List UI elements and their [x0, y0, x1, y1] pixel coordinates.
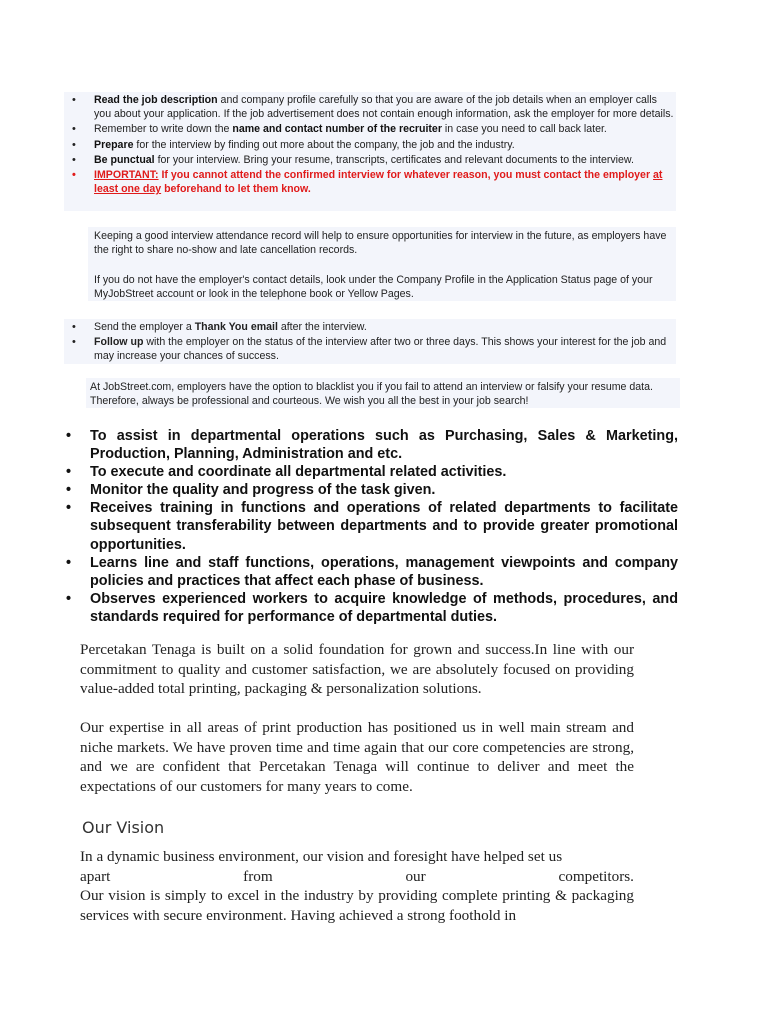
jobstreet-note: At JobStreet.com, employers have the option to blacklist you if you fail to attend an interview or falsify your resume data. Therefore, always be professional and courteous. We wish you all the best in your job search!: [90, 381, 653, 408]
vision-paragraph: Our vision is simply to excel in the industry by providing complete printing & packaging services with secure environment. Having achieved a strong foothold in: [80, 887, 634, 924]
duty-item: • To execute and coordinate all departmental related activities.: [62, 463, 678, 481]
duty-item: • Monitor the quality and progress of the task given.: [62, 481, 678, 499]
important-tip: • IMPORTANT: If you cannot attend the confirmed interview for whatever reason, you must contact the employer at least one day beforehand to let them know.: [68, 168, 676, 196]
tip-item: • Read the job description and company profile carefully so that you are aware of the job details when an employer calls you about your application. If the job advertisement does not contain enough information, ask the employer for more details.: [68, 93, 676, 121]
tip-item: • Remember to write down the name and contact number of the recruiter in case you need to call back later.: [68, 122, 676, 136]
duties-list: [62, 427, 678, 626]
duty-item: • Receives training in functions and operations of related departments to facilitate subsequent transferability between departments and to provide greater promotional opportunities.: [62, 499, 678, 553]
tip-item: • Be punctual for your interview. Bring your resume, transcripts, certificates and relevant documents to the interview.: [68, 153, 676, 167]
follow-up-list: [68, 320, 676, 365]
duty-item: • To assist in departmental operations such as Purchasing, Sales & Marketing, Production, Planning, Administration and etc.: [62, 427, 678, 463]
contact-details-note: If you do not have the employer's contact details, look under the Company Profile in the Application Status page of your MyJobStreet account or look in the telephone book or Yellow Pages.: [94, 274, 653, 301]
vision-line: In a dynamic business environment, our vision and foresight have helped set us: [80, 848, 563, 865]
interview-tips-list: [68, 93, 676, 197]
vision-spread-line: apart from our competitors.: [80, 868, 634, 885]
follow-up-item: • Send the employer a Thank You email after the interview.: [68, 320, 676, 334]
follow-up-item: • Follow up with the employer on the status of the interview after two or three days. This shows your interest for the job and may increase your chances of success.: [68, 335, 676, 363]
vision-heading: Our Vision: [82, 818, 165, 837]
company-paragraph: Percetakan Tenaga is built on a solid foundation for grown and success.In line with our commitment to quality and customer satisfaction, we are absolutely focused on providing value-added total printing, packaging & personalization solutions.: [80, 641, 634, 697]
company-paragraph: Our expertise in all areas of print production has positioned us in well main stream and niche markets. We have proven time and time again that our core competencies are strong, and we are confident that Percetakan Tenaga will continue to deliver and meet the expectations of our customers for many years to come.: [80, 719, 634, 795]
duty-item: • Learns line and staff functions, operations, management viewpoints and company policies and practices that affect each phase of business.: [62, 554, 678, 590]
attendance-note: Keeping a good interview attendance record will help to ensure opportunities for interview in the future, as employers have the right to share no-show and late cancellation records.: [94, 230, 667, 257]
duty-item: • Observes experienced workers to acquire knowledge of methods, procedures, and standards required for performance of departmental duties.: [62, 590, 678, 626]
tip-item: • Prepare for the interview by finding out more about the company, the job and the industry.: [68, 138, 676, 152]
